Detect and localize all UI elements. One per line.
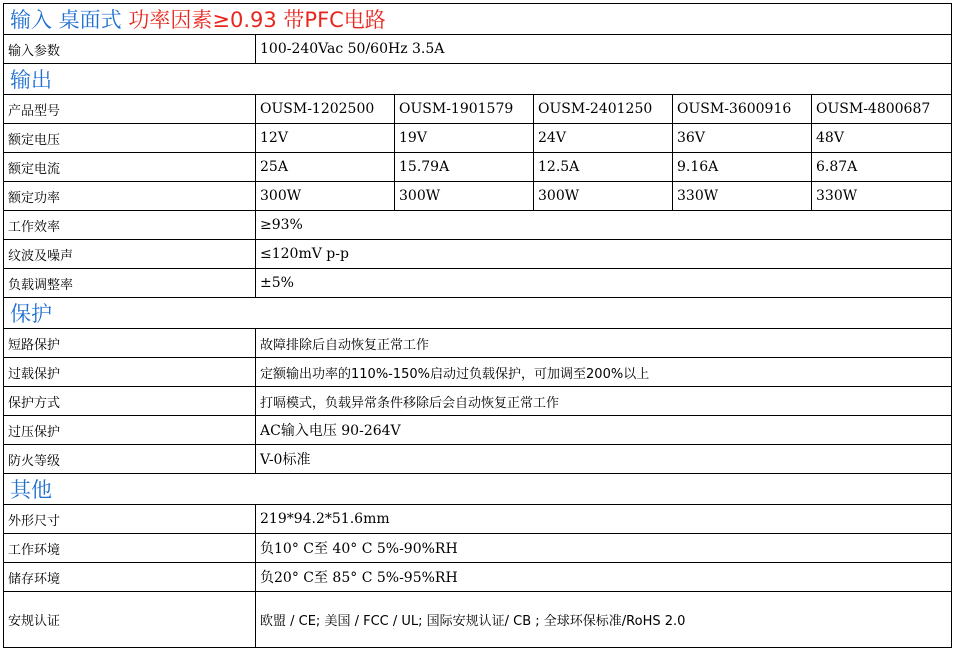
section-other: 其他 xyxy=(4,474,952,505)
protection-mode-label: 保护方式 xyxy=(4,387,256,416)
ripple-label: 纹波及噪声 xyxy=(4,240,256,269)
short-circuit-row xyxy=(4,329,952,358)
section-output: 输出 xyxy=(4,64,952,95)
input-row xyxy=(4,35,952,64)
current-cell: 15.79A xyxy=(395,153,534,182)
input-label: 输入参数 xyxy=(4,35,256,64)
voltage-cell: 19V xyxy=(395,124,534,153)
voltage-cell: 36V xyxy=(673,124,812,153)
page-title xyxy=(4,4,952,35)
load-regulation-label: 负载调整率 xyxy=(4,269,256,298)
section-protection: 保护 xyxy=(4,298,952,329)
title-row xyxy=(4,4,952,35)
fire-rating-value: V-0标准 xyxy=(256,445,952,474)
overload-row xyxy=(4,358,952,387)
model-cell: OUSM-1901579 xyxy=(395,95,534,124)
safety-label: 安规认证 xyxy=(4,592,256,648)
power-cell: 330W xyxy=(673,182,812,211)
voltage-cell: 48V xyxy=(812,124,952,153)
overload-value: 定额输出功率的110%-150%启动过负载保护，可加调至200%以上 xyxy=(256,358,952,387)
title-red: 功率因素≥0.93 带PFC电路 xyxy=(128,8,386,32)
title-blue: 输入 桌面式 xyxy=(10,8,122,32)
power-cell: 300W xyxy=(534,182,673,211)
overvoltage-value: AC输入电压 90-264V xyxy=(256,416,952,445)
section-other-row xyxy=(4,474,952,505)
dimensions-row xyxy=(4,505,952,534)
protection-mode-row xyxy=(4,387,952,416)
model-row xyxy=(4,95,952,124)
storage-env-value: 负20° C至 85° C 5%-95%RH xyxy=(256,563,952,592)
overvoltage-row xyxy=(4,416,952,445)
current-cell: 25A xyxy=(256,153,395,182)
short-circuit-value: 故障排除后自动恢复正常工作 xyxy=(256,329,952,358)
current-cell: 9.16A xyxy=(673,153,812,182)
power-label: 额定功率 xyxy=(4,182,256,211)
storage-env-label: 储存环境 xyxy=(4,563,256,592)
current-label: 额定电流 xyxy=(4,153,256,182)
efficiency-value: ≥93% xyxy=(256,211,952,240)
safety-row xyxy=(4,592,952,648)
safety-value: 欧盟 / CE; 美国 / FCC / UL; 国际安规认证/ CB ; 全球环保标准/RoHS 2.0 xyxy=(256,592,952,648)
voltage-cell: 12V xyxy=(256,124,395,153)
work-env-row xyxy=(4,534,952,563)
input-value: 100-240Vac 50/60Hz 3.5A xyxy=(256,35,952,64)
efficiency-row xyxy=(4,211,952,240)
current-cell: 12.5A xyxy=(534,153,673,182)
power-cell: 300W xyxy=(395,182,534,211)
voltage-label: 额定电压 xyxy=(4,124,256,153)
efficiency-label: 工作效率 xyxy=(4,211,256,240)
overvoltage-label: 过压保护 xyxy=(4,416,256,445)
power-row xyxy=(4,182,952,211)
work-env-value: 负10° C至 40° C 5%-90%RH xyxy=(256,534,952,563)
voltage-cell: 24V xyxy=(534,124,673,153)
ripple-row xyxy=(4,240,952,269)
load-regulation-row xyxy=(4,269,952,298)
dimensions-label: 外形尺寸 xyxy=(4,505,256,534)
dimensions-value: 219*94.2*51.6mm xyxy=(256,505,952,534)
model-cell: OUSM-3600916 xyxy=(673,95,812,124)
fire-rating-label: 防火等级 xyxy=(4,445,256,474)
short-circuit-label: 短路保护 xyxy=(4,329,256,358)
model-cell: OUSM-4800687 xyxy=(812,95,952,124)
model-cell: OUSM-1202500 xyxy=(256,95,395,124)
storage-env-row xyxy=(4,563,952,592)
load-regulation-value: ±5% xyxy=(256,269,952,298)
power-cell: 330W xyxy=(812,182,952,211)
section-protection-row xyxy=(4,298,952,329)
current-cell: 6.87A xyxy=(812,153,952,182)
section-output-row xyxy=(4,64,952,95)
current-row xyxy=(4,153,952,182)
model-cell: OUSM-2401250 xyxy=(534,95,673,124)
fire-rating-row xyxy=(4,445,952,474)
power-cell: 300W xyxy=(256,182,395,211)
protection-mode-value: 打嗝模式，负载异常条件移除后会自动恢复正常工作 xyxy=(256,387,952,416)
ripple-value: ≤120mV p-p xyxy=(256,240,952,269)
work-env-label: 工作环境 xyxy=(4,534,256,563)
overload-label: 过载保护 xyxy=(4,358,256,387)
voltage-row xyxy=(4,124,952,153)
model-label: 产品型号 xyxy=(4,95,256,124)
spec-table xyxy=(3,3,952,648)
